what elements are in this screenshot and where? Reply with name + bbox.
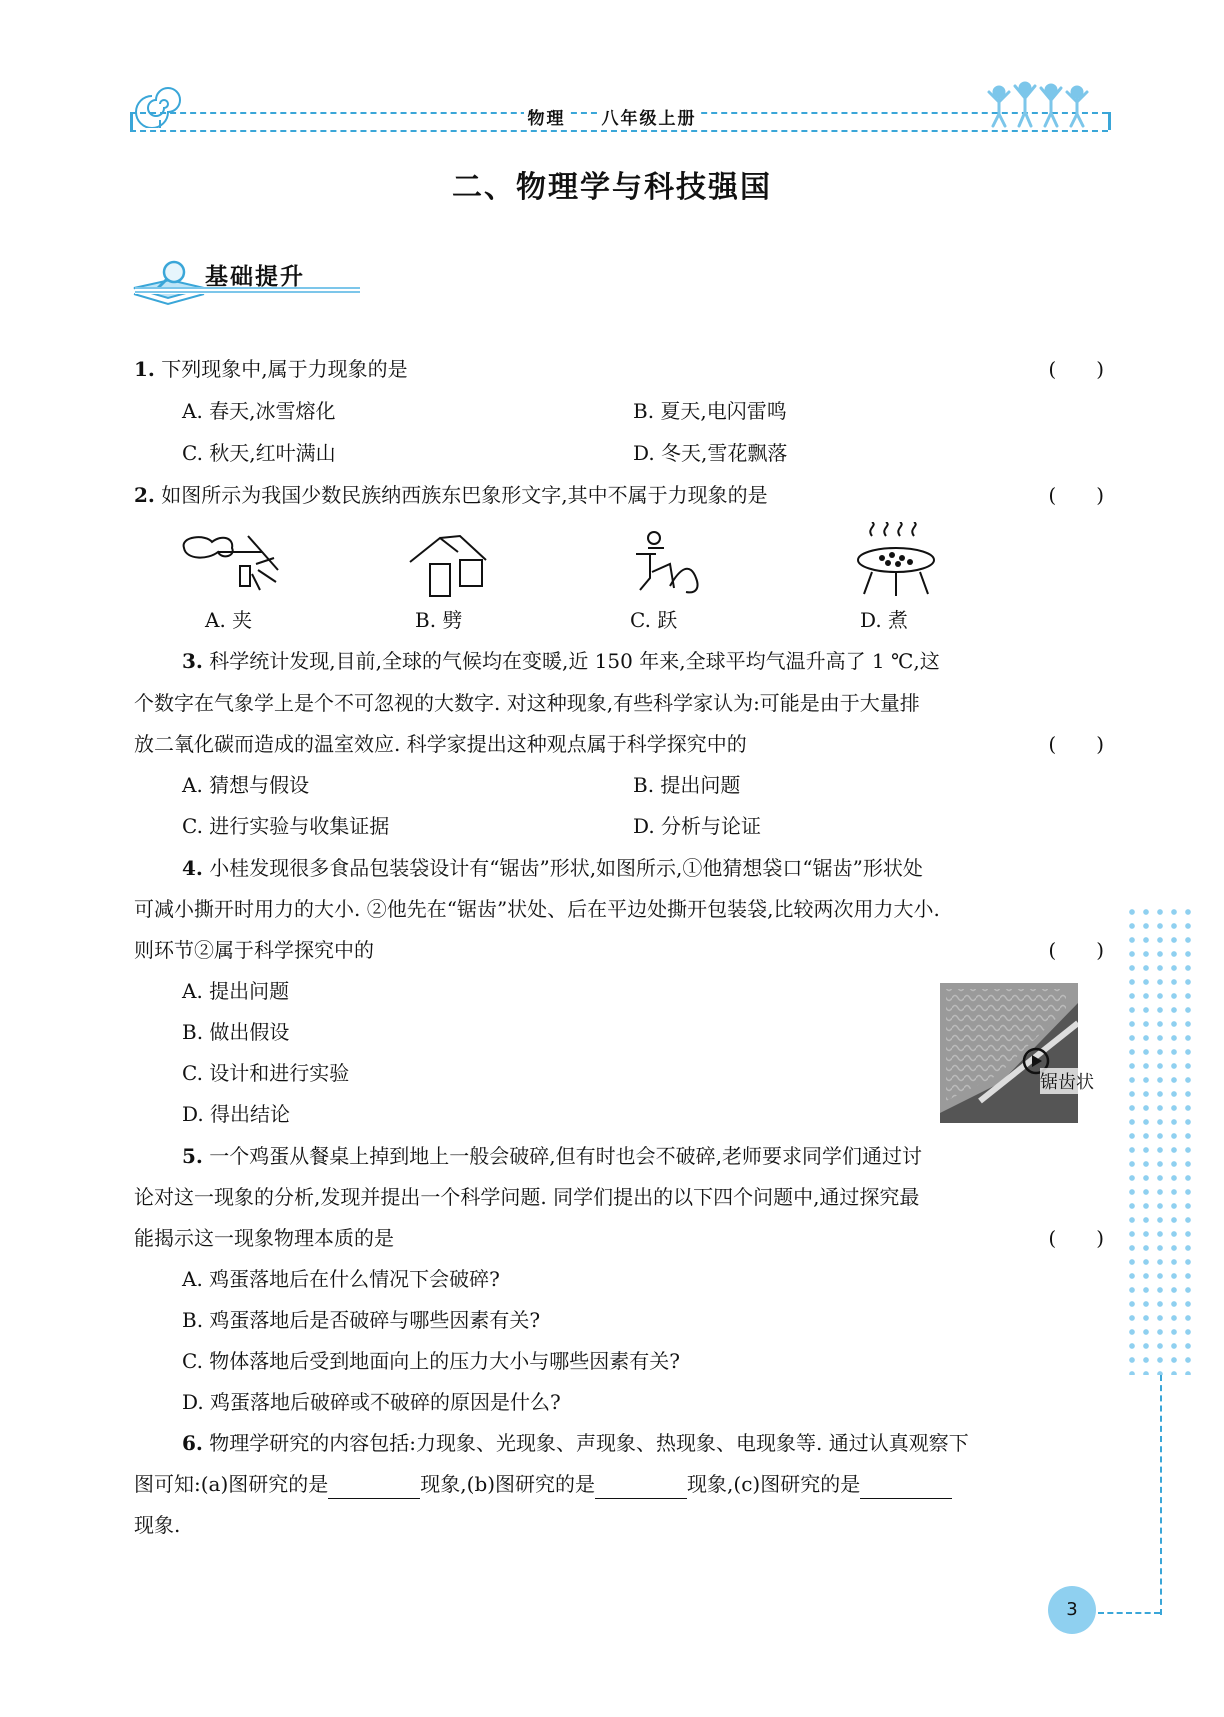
question-number: 3. — [182, 649, 203, 673]
header-grade: 八年级上册 — [598, 104, 701, 129]
margin-dashed-line — [1160, 1375, 1162, 1615]
question-2 — [134, 480, 1104, 510]
question-1 — [134, 354, 1104, 384]
header-rule-bottom — [130, 130, 1108, 132]
question-stem-line: 可减小撕开时用力的大小. ②他先在“锯齿”状处、后在平边处撕开包装袋,比较两次用力大小. — [134, 897, 940, 921]
question-stem-segment: 现象,(c)图研究的是 — [687, 1472, 861, 1496]
figure-label: A. 夹 — [205, 608, 253, 632]
package-serration-photo — [940, 983, 1078, 1123]
question-stem-line: 物理学研究的内容包括:力现象、光现象、声现象、热现象、电现象等. 通过认真观察下 — [209, 1431, 969, 1455]
option: A. 猜想与假设 — [182, 773, 310, 797]
option: C. 物体落地后受到地面向上的压力大小与哪些因素有关? — [182, 1349, 681, 1373]
answer-paren: ( ) — [1048, 938, 1104, 962]
question-stem-line: 一个鸡蛋从餐桌上掉到地上一般会破碎,但有时也会不破碎,老师要求同学们通过讨 — [209, 1144, 922, 1168]
figure-label: D. 煮 — [860, 608, 909, 632]
question-4 — [134, 853, 1104, 883]
question-stem-line: 小桂发现很多食品包装袋设计有“锯齿”形状,如图所示,①他猜想袋口“锯齿”形状处 — [209, 856, 923, 880]
margin-dot-pattern — [1125, 905, 1195, 1375]
option: B. 夏天,电闪雷鸣 — [633, 399, 787, 423]
question-stem-segment: 图可知:(a)图研究的是 — [134, 1472, 329, 1496]
option: C. 秋天,红叶满山 — [182, 441, 336, 465]
answer-paren: ( ) — [1048, 357, 1104, 381]
pictograph-split-figure — [400, 530, 500, 600]
pictograph-leap-figure — [630, 528, 710, 600]
photo-caption: 锯齿状 — [1040, 1068, 1094, 1094]
option: C. 进行实验与收集证据 — [182, 814, 390, 838]
pictograph-clip-figure — [178, 530, 293, 600]
option: C. 设计和进行实验 — [182, 1061, 350, 1085]
answer-blank-b[interactable] — [595, 1478, 687, 1499]
question-number: 5. — [182, 1144, 203, 1168]
page-number: 3 — [1048, 1586, 1096, 1634]
option: A. 春天,冰雪熔化 — [182, 399, 336, 423]
question-stem-line: 科学统计发现,目前,全球的气候均在变暖,近 150 年来,全球平均气温升高了 1 ℃,这 — [209, 649, 940, 673]
books-magnifier-icon — [130, 258, 210, 306]
section-title: 基础提升 — [205, 264, 305, 290]
question-stem-line: 则环节②属于科学探究中的 — [134, 938, 374, 962]
header-subject: 物理 — [524, 104, 570, 129]
question-6 — [134, 1428, 1104, 1458]
question-stem-segment: 现象,(b)图研究的是 — [420, 1472, 596, 1496]
question-stem: 下列现象中,属于力现象的是 — [161, 357, 408, 381]
question-number: 1. — [134, 357, 155, 381]
answer-paren: ( ) — [1048, 1226, 1104, 1250]
question-stem-line: 放二氧化碳而造成的温室效应. 科学家提出这种观点属于科学探究中的 — [134, 732, 747, 756]
answer-blank-c[interactable] — [860, 1478, 952, 1499]
option: D. 鸡蛋落地后破碎或不破碎的原因是什么? — [182, 1390, 561, 1414]
option: D. 冬天,雪花飘落 — [633, 441, 788, 465]
option: B. 提出问题 — [633, 773, 741, 797]
question-stem-line: 个数字在气象学上是个不可忽视的大数字. 对这种现象,有些科学家认为:可能是由于大量排 — [134, 691, 920, 715]
pictograph-boil-figure — [852, 522, 942, 600]
figure-label: B. 劈 — [415, 608, 463, 632]
question-number: 2. — [134, 483, 155, 507]
question-stem-line: 能揭示这一现象物理本质的是 — [134, 1226, 394, 1250]
option: A. 提出问题 — [182, 979, 290, 1003]
answer-blank-a[interactable] — [328, 1478, 420, 1499]
question-number: 4. — [182, 856, 203, 880]
question-stem-line: 论对这一现象的分析,发现并提出一个科学问题. 同学们提出的以下四个问题中,通过探究最 — [134, 1185, 920, 1209]
question-6-line-2 — [134, 1469, 1104, 1499]
question-3 — [134, 646, 1104, 676]
option: D. 得出结论 — [182, 1102, 291, 1126]
figure-label: C. 跃 — [630, 608, 678, 632]
answer-paren: ( ) — [1048, 732, 1104, 756]
answer-paren: ( ) — [1048, 483, 1104, 507]
question-number: 6. — [182, 1431, 203, 1455]
option: B. 做出假设 — [182, 1020, 290, 1044]
option: D. 分析与论证 — [633, 814, 762, 838]
running-header — [0, 104, 1224, 129]
option: A. 鸡蛋落地后在什么情况下会破碎? — [182, 1267, 500, 1291]
question-stem-line: 现象. — [134, 1513, 181, 1537]
option: B. 鸡蛋落地后是否破碎与哪些因素有关? — [182, 1308, 541, 1332]
page-title: 二、物理学与科技强国 — [452, 170, 772, 205]
question-5 — [134, 1141, 1104, 1171]
question-stem: 如图所示为我国少数民族纳西族东巴象形文字,其中不属于力现象的是 — [161, 483, 768, 507]
footer-dashed-line — [1098, 1612, 1160, 1614]
